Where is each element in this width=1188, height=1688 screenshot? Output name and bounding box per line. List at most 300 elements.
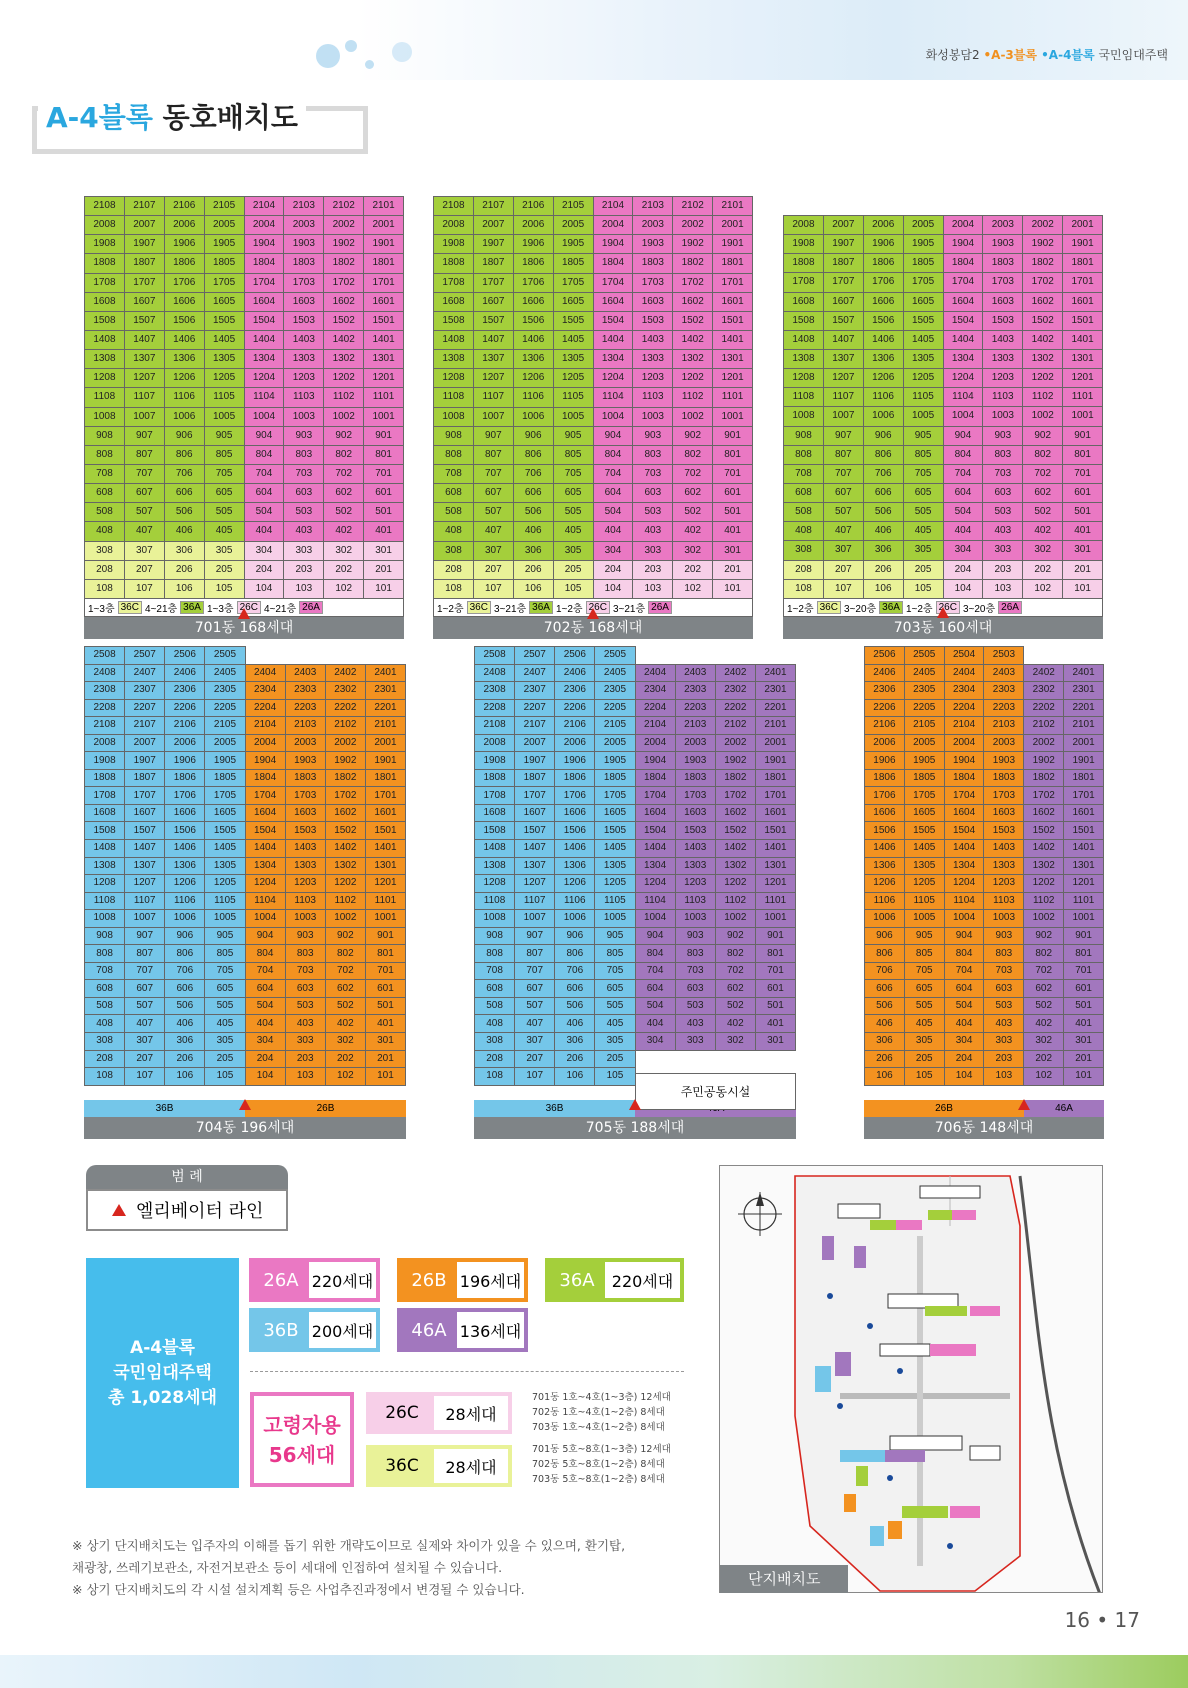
unit-cell: 1702 xyxy=(715,787,755,805)
unit-cell: 1807 xyxy=(124,254,164,273)
unit-cell: 1107 xyxy=(473,388,513,407)
building-704 xyxy=(84,646,406,1139)
unit-cell: 1203 xyxy=(983,369,1023,388)
unit-cell: 1907 xyxy=(823,235,863,254)
unit-cell: 107 xyxy=(823,579,863,598)
unit-cell: 2001 xyxy=(755,734,795,752)
unit-cell: 1503 xyxy=(983,311,1023,330)
unit-cell: 2303 xyxy=(285,682,325,700)
unit-cell: 302 xyxy=(1024,1033,1064,1051)
unit-cell: 1507 xyxy=(473,311,513,330)
unit-cell: 104 xyxy=(245,1068,285,1086)
unit-cell: 501 xyxy=(755,997,795,1015)
unit-cell: 206 xyxy=(863,560,903,579)
unit-cell: 1501 xyxy=(1063,311,1103,330)
unit-cell: 208 xyxy=(784,560,824,579)
unit-cell: 1602 xyxy=(673,292,713,311)
unit-cell: 204 xyxy=(943,560,983,579)
unit-cell: 1406 xyxy=(164,330,204,349)
unit-cell: 1505 xyxy=(904,822,944,840)
unit-cell: 508 xyxy=(475,997,515,1015)
unit-cell: 2207 xyxy=(515,699,555,717)
unit-cell: 1105 xyxy=(204,388,244,407)
unit-cell: 1903 xyxy=(983,235,1023,254)
unit-cell: 901 xyxy=(1063,426,1103,445)
unit-cell: 306 xyxy=(164,541,204,560)
decor-dot xyxy=(345,40,357,52)
unit-cell: 1603 xyxy=(984,804,1024,822)
unit-cell: 1908 xyxy=(475,752,515,770)
unit-cell: 2108 xyxy=(85,197,125,216)
unit-cell: 303 xyxy=(675,1033,715,1051)
unit-cell: 105 xyxy=(204,579,244,598)
unit-cell: 1103 xyxy=(984,892,1024,910)
unit-cell: 405 xyxy=(595,1015,635,1033)
unit-cell: 806 xyxy=(165,945,205,963)
unit-cell: 803 xyxy=(675,945,715,963)
unit-cell: 1705 xyxy=(595,787,635,805)
unit-cell: 1802 xyxy=(325,769,365,787)
unit-cell: 106 xyxy=(165,1068,205,1086)
unit-cell: 1008 xyxy=(475,910,515,928)
unit-cell: 903 xyxy=(633,426,673,445)
unit-cell: 303 xyxy=(285,1033,325,1051)
unit-cell: 605 xyxy=(903,483,943,502)
unit-cell: 805 xyxy=(595,945,635,963)
unit-cell: 1406 xyxy=(513,330,553,349)
unit-cell: 704 xyxy=(635,962,675,980)
unit-cell: 308 xyxy=(784,541,824,560)
unit-cell: 2306 xyxy=(555,682,595,700)
unit-cell: 307 xyxy=(125,1033,165,1051)
type-floor-range: 1~2층 xyxy=(555,603,583,615)
unit-cell: 2506 xyxy=(165,647,205,665)
unit-cell: 603 xyxy=(633,484,673,503)
unit-cell: 503 xyxy=(285,997,325,1015)
elevator-marker-icon xyxy=(239,1099,251,1110)
unit-cell: 1508 xyxy=(85,311,125,330)
unit-cell: 304 xyxy=(593,541,633,560)
unit-cell: 201 xyxy=(713,560,753,579)
unit-cell: 1708 xyxy=(85,273,125,292)
unit-cell: 501 xyxy=(1064,997,1104,1015)
unit-cell: 105 xyxy=(595,1068,635,1086)
unit-cell: 903 xyxy=(285,927,325,945)
unit-cell: 1505 xyxy=(553,311,593,330)
unit-chip-26b: 26B 196세대 xyxy=(397,1258,528,1302)
unit-cell: 1303 xyxy=(284,350,324,369)
unit-cell: 1703 xyxy=(285,787,325,805)
unit-cell: 2102 xyxy=(1024,717,1064,735)
type-floor-range: 1~2층 xyxy=(437,603,464,615)
unit-cell: 2205 xyxy=(205,699,245,717)
unit-cell: 808 xyxy=(85,945,125,963)
unit-cell: 504 xyxy=(944,997,984,1015)
type-tag: 36A xyxy=(529,601,553,614)
decor-dot xyxy=(392,42,412,62)
unit-cell: 1503 xyxy=(984,822,1024,840)
unit-cell: 801 xyxy=(1063,445,1103,464)
unit-cell: 2103 xyxy=(633,197,673,216)
unit-cell: 2003 xyxy=(675,734,715,752)
unit-cell: 306 xyxy=(865,1033,905,1051)
unit-cell: 102 xyxy=(1023,579,1063,598)
unit-cell: 603 xyxy=(285,980,325,998)
unit-cell: 1704 xyxy=(244,273,284,292)
unit-cell: 103 xyxy=(983,579,1023,598)
unit-cell: 902 xyxy=(715,927,755,945)
unit-cell: 1603 xyxy=(284,292,324,311)
unit-cell: 1901 xyxy=(1063,235,1103,254)
unit-cell: 1808 xyxy=(434,254,474,273)
unit-cell: 1806 xyxy=(865,769,905,787)
unit-cell: 804 xyxy=(244,445,284,464)
unit-cell: 1803 xyxy=(284,254,324,273)
unit-cell: 204 xyxy=(244,560,284,579)
unit-cell: 103 xyxy=(633,579,673,598)
unit-cell: 908 xyxy=(784,426,824,445)
unit-cell: 1907 xyxy=(473,235,513,254)
unit-cell: 1502 xyxy=(673,311,713,330)
unit-cell: 1703 xyxy=(983,273,1023,292)
unit-cell: 1608 xyxy=(434,292,474,311)
unit-cell: 1207 xyxy=(124,369,164,388)
unit-cell: 1604 xyxy=(635,804,675,822)
unit-cell: 1206 xyxy=(513,369,553,388)
unit-cell: 2401 xyxy=(1064,664,1104,682)
unit-cell: 302 xyxy=(1023,541,1063,560)
unit-cell: 2303 xyxy=(984,682,1024,700)
unit-cell: 1307 xyxy=(473,350,513,369)
unit-cell: 603 xyxy=(984,980,1024,998)
unit-cell: 1705 xyxy=(204,273,244,292)
type-tag: 26A xyxy=(648,601,672,614)
unit-cell: 1503 xyxy=(284,311,324,330)
unit-cell: 104 xyxy=(944,1068,984,1086)
unit-cell: 1605 xyxy=(204,292,244,311)
unit-cell: 602 xyxy=(715,980,755,998)
unit-cell: 1604 xyxy=(943,292,983,311)
unit-cell: 1205 xyxy=(595,875,635,893)
unit-cell: 602 xyxy=(1024,980,1064,998)
unit-cell: 1402 xyxy=(325,840,365,858)
unit-cell: 1003 xyxy=(284,407,324,426)
unit-cell: 1305 xyxy=(904,857,944,875)
unit-cell: 506 xyxy=(513,503,553,522)
unit-cell: 807 xyxy=(124,445,164,464)
unit-cell: 1308 xyxy=(85,857,125,875)
unit-cell: 703 xyxy=(675,962,715,980)
empty-cell xyxy=(755,1050,795,1068)
unit-cell: 1003 xyxy=(675,910,715,928)
unit-cell: 302 xyxy=(325,1033,365,1051)
unit-cell: 2101 xyxy=(1064,717,1104,735)
unit-cell: 2302 xyxy=(715,682,755,700)
unit-cell: 1807 xyxy=(125,769,165,787)
unit-cell: 1301 xyxy=(755,857,795,875)
unit-cell: 1201 xyxy=(1064,875,1104,893)
unit-cell: 1501 xyxy=(365,822,405,840)
unit-cell: 2401 xyxy=(755,664,795,682)
type-floor-range: 3~20층 xyxy=(843,603,877,615)
unit-cell: 2404 xyxy=(635,664,675,682)
unit-cell: 1103 xyxy=(633,388,673,407)
unit-cell: 2405 xyxy=(904,664,944,682)
unit-cell: 1207 xyxy=(823,369,863,388)
unit-cell: 1701 xyxy=(364,273,404,292)
unit-chip-46a: 46A 136세대 xyxy=(397,1308,528,1352)
unit-cell: 1704 xyxy=(943,273,983,292)
unit-cell: 402 xyxy=(325,1015,365,1033)
unit-cell: 1308 xyxy=(784,349,824,368)
unit-cell: 1906 xyxy=(865,752,905,770)
unit-cell: 1104 xyxy=(245,892,285,910)
building-706 xyxy=(864,646,1104,1139)
unit-chip-36a: 36A 220세대 xyxy=(545,1258,684,1302)
unit-cell: 304 xyxy=(635,1033,675,1051)
unit-cell: 605 xyxy=(904,980,944,998)
unit-cell: 304 xyxy=(244,541,284,560)
unit-cell: 1008 xyxy=(784,407,824,426)
unit-cell: 308 xyxy=(475,1033,515,1051)
unit-cell: 1908 xyxy=(434,235,474,254)
unit-cell: 1504 xyxy=(245,822,285,840)
unit-cell: 807 xyxy=(125,945,165,963)
unit-cell: 1801 xyxy=(1064,769,1104,787)
unit-cell: 2206 xyxy=(555,699,595,717)
unit-cell: 2103 xyxy=(675,717,715,735)
unit-cell: 1804 xyxy=(245,769,285,787)
unit-cell: 105 xyxy=(553,579,593,598)
unit-cell: 2201 xyxy=(1064,699,1104,717)
unit-cell: 1904 xyxy=(593,235,633,254)
unit-cell: 402 xyxy=(324,522,364,541)
unit-cell: 906 xyxy=(863,426,903,445)
unit-cell: 1704 xyxy=(944,787,984,805)
unit-cell: 1904 xyxy=(245,752,285,770)
unit-cell: 1407 xyxy=(823,330,863,349)
unit-cell: 1806 xyxy=(165,769,205,787)
unit-cell: 803 xyxy=(633,445,673,464)
unit-cell: 1608 xyxy=(784,292,824,311)
unit-cell: 503 xyxy=(983,503,1023,522)
type-floor-range: 1~2층 xyxy=(905,603,933,615)
unit-cell: 1406 xyxy=(863,330,903,349)
unit-cell: 601 xyxy=(713,484,753,503)
elderly-chip-36c: 36C 28세대 xyxy=(366,1445,512,1487)
unit-cell: 407 xyxy=(125,1015,165,1033)
unit-cell: 1302 xyxy=(1024,857,1064,875)
unit-cell: 2102 xyxy=(673,197,713,216)
unit-cell: 2001 xyxy=(365,734,405,752)
unit-cell: 907 xyxy=(124,426,164,445)
unit-cell: 306 xyxy=(165,1033,205,1051)
unit-cell: 302 xyxy=(673,541,713,560)
unit-cell: 1806 xyxy=(513,254,553,273)
unit-cell: 1306 xyxy=(165,857,205,875)
unit-cell: 404 xyxy=(245,1015,285,1033)
unit-cell: 305 xyxy=(904,1033,944,1051)
unit-cell: 303 xyxy=(284,541,324,560)
unit-cell: 1508 xyxy=(434,311,474,330)
unit-cell: 907 xyxy=(125,927,165,945)
unit-cell: 504 xyxy=(943,503,983,522)
unit-cell: 2403 xyxy=(675,664,715,682)
unit-cell: 2402 xyxy=(325,664,365,682)
type-floor-range: 3~21층 xyxy=(493,603,527,615)
unit-cell: 407 xyxy=(515,1015,555,1033)
unit-cell: 2007 xyxy=(515,734,555,752)
unit-cell: 1101 xyxy=(365,892,405,910)
unit-cell: 702 xyxy=(324,464,364,483)
unit-cell: 1805 xyxy=(904,769,944,787)
unit-cell: 1104 xyxy=(244,388,284,407)
unit-cell: 1902 xyxy=(673,235,713,254)
unit-cell: 1305 xyxy=(903,349,943,368)
unit-cell: 306 xyxy=(863,541,903,560)
unit-cell: 1405 xyxy=(595,840,635,858)
unit-cell: 802 xyxy=(324,445,364,464)
unit-cell: 606 xyxy=(863,483,903,502)
unit-cell: 1405 xyxy=(205,840,245,858)
unit-cell: 1903 xyxy=(285,752,325,770)
unit-cell: 601 xyxy=(1063,483,1103,502)
unit-cell: 502 xyxy=(673,503,713,522)
unit-cell: 1701 xyxy=(755,787,795,805)
unit-cell: 1305 xyxy=(205,857,245,875)
unit-cell: 1708 xyxy=(784,273,824,292)
unit-cell: 2001 xyxy=(713,216,753,235)
unit-cell: 2001 xyxy=(1064,734,1104,752)
unit-cell: 1101 xyxy=(713,388,753,407)
unit-cell: 1804 xyxy=(635,769,675,787)
unit-cell: 2106 xyxy=(165,717,205,735)
unit-cell: 1206 xyxy=(863,369,903,388)
unit-cell: 1102 xyxy=(325,892,365,910)
unit-cell: 505 xyxy=(903,503,943,522)
unit-cell: 1006 xyxy=(164,407,204,426)
unit-cell: 1906 xyxy=(513,235,553,254)
unit-cell: 2007 xyxy=(473,216,513,235)
unit-cell: 1301 xyxy=(1064,857,1104,875)
community-facility: 주민공동시설 xyxy=(635,1073,796,1110)
unit-cell: 2305 xyxy=(595,682,635,700)
unit-cell: 1402 xyxy=(324,330,364,349)
unit-cell: 708 xyxy=(85,464,125,483)
unit-cell: 1807 xyxy=(823,254,863,273)
unit-cell: 1208 xyxy=(85,875,125,893)
unit-cell: 1304 xyxy=(944,857,984,875)
unit-cell: 1804 xyxy=(943,254,983,273)
unit-cell: 704 xyxy=(593,464,633,483)
unit-cell: 1701 xyxy=(1063,273,1103,292)
unit-cell: 1108 xyxy=(85,892,125,910)
unit-cell: 2305 xyxy=(904,682,944,700)
type-segment: 26B xyxy=(245,1100,406,1117)
legend-title: 범 례 xyxy=(86,1165,288,1189)
unit-cell: 702 xyxy=(1023,464,1063,483)
unit-cell: 1108 xyxy=(434,388,474,407)
unit-cell: 1104 xyxy=(943,388,983,407)
unit-cell: 906 xyxy=(513,426,553,445)
unit-cell: 904 xyxy=(943,426,983,445)
unit-cell: 1105 xyxy=(205,892,245,910)
unit-cell: 2107 xyxy=(515,717,555,735)
unit-cell: 2107 xyxy=(473,197,513,216)
unit-cell: 905 xyxy=(205,927,245,945)
unit-cell: 1407 xyxy=(124,330,164,349)
elderly-notes-26c: 701동 1호~4호(1~3층) 12세대 702동 1호~4호(1~2층) 8세대 703동 1호~4호(1~2층) 8세대 xyxy=(532,1392,671,1433)
unit-cell: 1403 xyxy=(633,330,673,349)
unit-cell: 903 xyxy=(984,927,1024,945)
unit-cell: 1702 xyxy=(1023,273,1063,292)
unit-cell: 1803 xyxy=(675,769,715,787)
unit-cell: 808 xyxy=(475,945,515,963)
unit-cell: 607 xyxy=(823,483,863,502)
type-tag: 26A xyxy=(998,601,1022,614)
unit-cell: 301 xyxy=(1064,1033,1104,1051)
unit-cell: 308 xyxy=(434,541,474,560)
unit-cell: 508 xyxy=(85,503,125,522)
unit-cell: 505 xyxy=(204,503,244,522)
unit-cell: 504 xyxy=(635,997,675,1015)
unit-cell: 108 xyxy=(434,579,474,598)
unit-cell: 2004 xyxy=(244,216,284,235)
unit-cell: 805 xyxy=(904,945,944,963)
elderly-chip-26c: 26C 28세대 xyxy=(366,1392,512,1434)
unit-cell: 1205 xyxy=(205,875,245,893)
elevator-marker-icon xyxy=(937,607,949,618)
unit-cell: 1803 xyxy=(633,254,673,273)
type-segment: 26B xyxy=(864,1100,1024,1117)
unit-cell: 1507 xyxy=(515,822,555,840)
unit-cell: 1701 xyxy=(365,787,405,805)
unit-cell: 1103 xyxy=(284,388,324,407)
unit-cell: 1905 xyxy=(903,235,943,254)
unit-cell: 1304 xyxy=(943,349,983,368)
header-breadcrumb: 화성봉담2 •A-3블록 •A-4블록 국민임대주택 xyxy=(925,48,1168,62)
unit-cell: 307 xyxy=(823,541,863,560)
unit-cell: 201 xyxy=(1064,1050,1104,1068)
unit-cell: 1603 xyxy=(675,804,715,822)
unit-cell: 1208 xyxy=(784,369,824,388)
unit-grid xyxy=(783,215,1103,599)
unit-cell: 1706 xyxy=(863,273,903,292)
unit-cell: 1505 xyxy=(903,311,943,330)
unit-cell: 203 xyxy=(983,560,1023,579)
unit-cell: 2107 xyxy=(125,717,165,735)
unit-cell: 1808 xyxy=(784,254,824,273)
unit-cell: 1908 xyxy=(85,752,125,770)
unit-cell: 707 xyxy=(823,464,863,483)
unit-cell: 1302 xyxy=(325,857,365,875)
unit-cell: 1307 xyxy=(124,350,164,369)
unit-cell: 1404 xyxy=(593,330,633,349)
unit-cell: 903 xyxy=(983,426,1023,445)
unit-cell: 2307 xyxy=(125,682,165,700)
unit-cell: 808 xyxy=(784,445,824,464)
unit-cell: 604 xyxy=(635,980,675,998)
unit-cell: 2403 xyxy=(285,664,325,682)
unit-cell: 302 xyxy=(324,541,364,560)
unit-cell: 2504 xyxy=(944,647,984,665)
unit-cell: 1508 xyxy=(784,311,824,330)
unit-cell: 1107 xyxy=(515,892,555,910)
unit-cell: 105 xyxy=(903,579,943,598)
unit-cell: 105 xyxy=(205,1068,245,1086)
unit-cell: 501 xyxy=(364,503,404,522)
unit-cell: 1207 xyxy=(473,369,513,388)
